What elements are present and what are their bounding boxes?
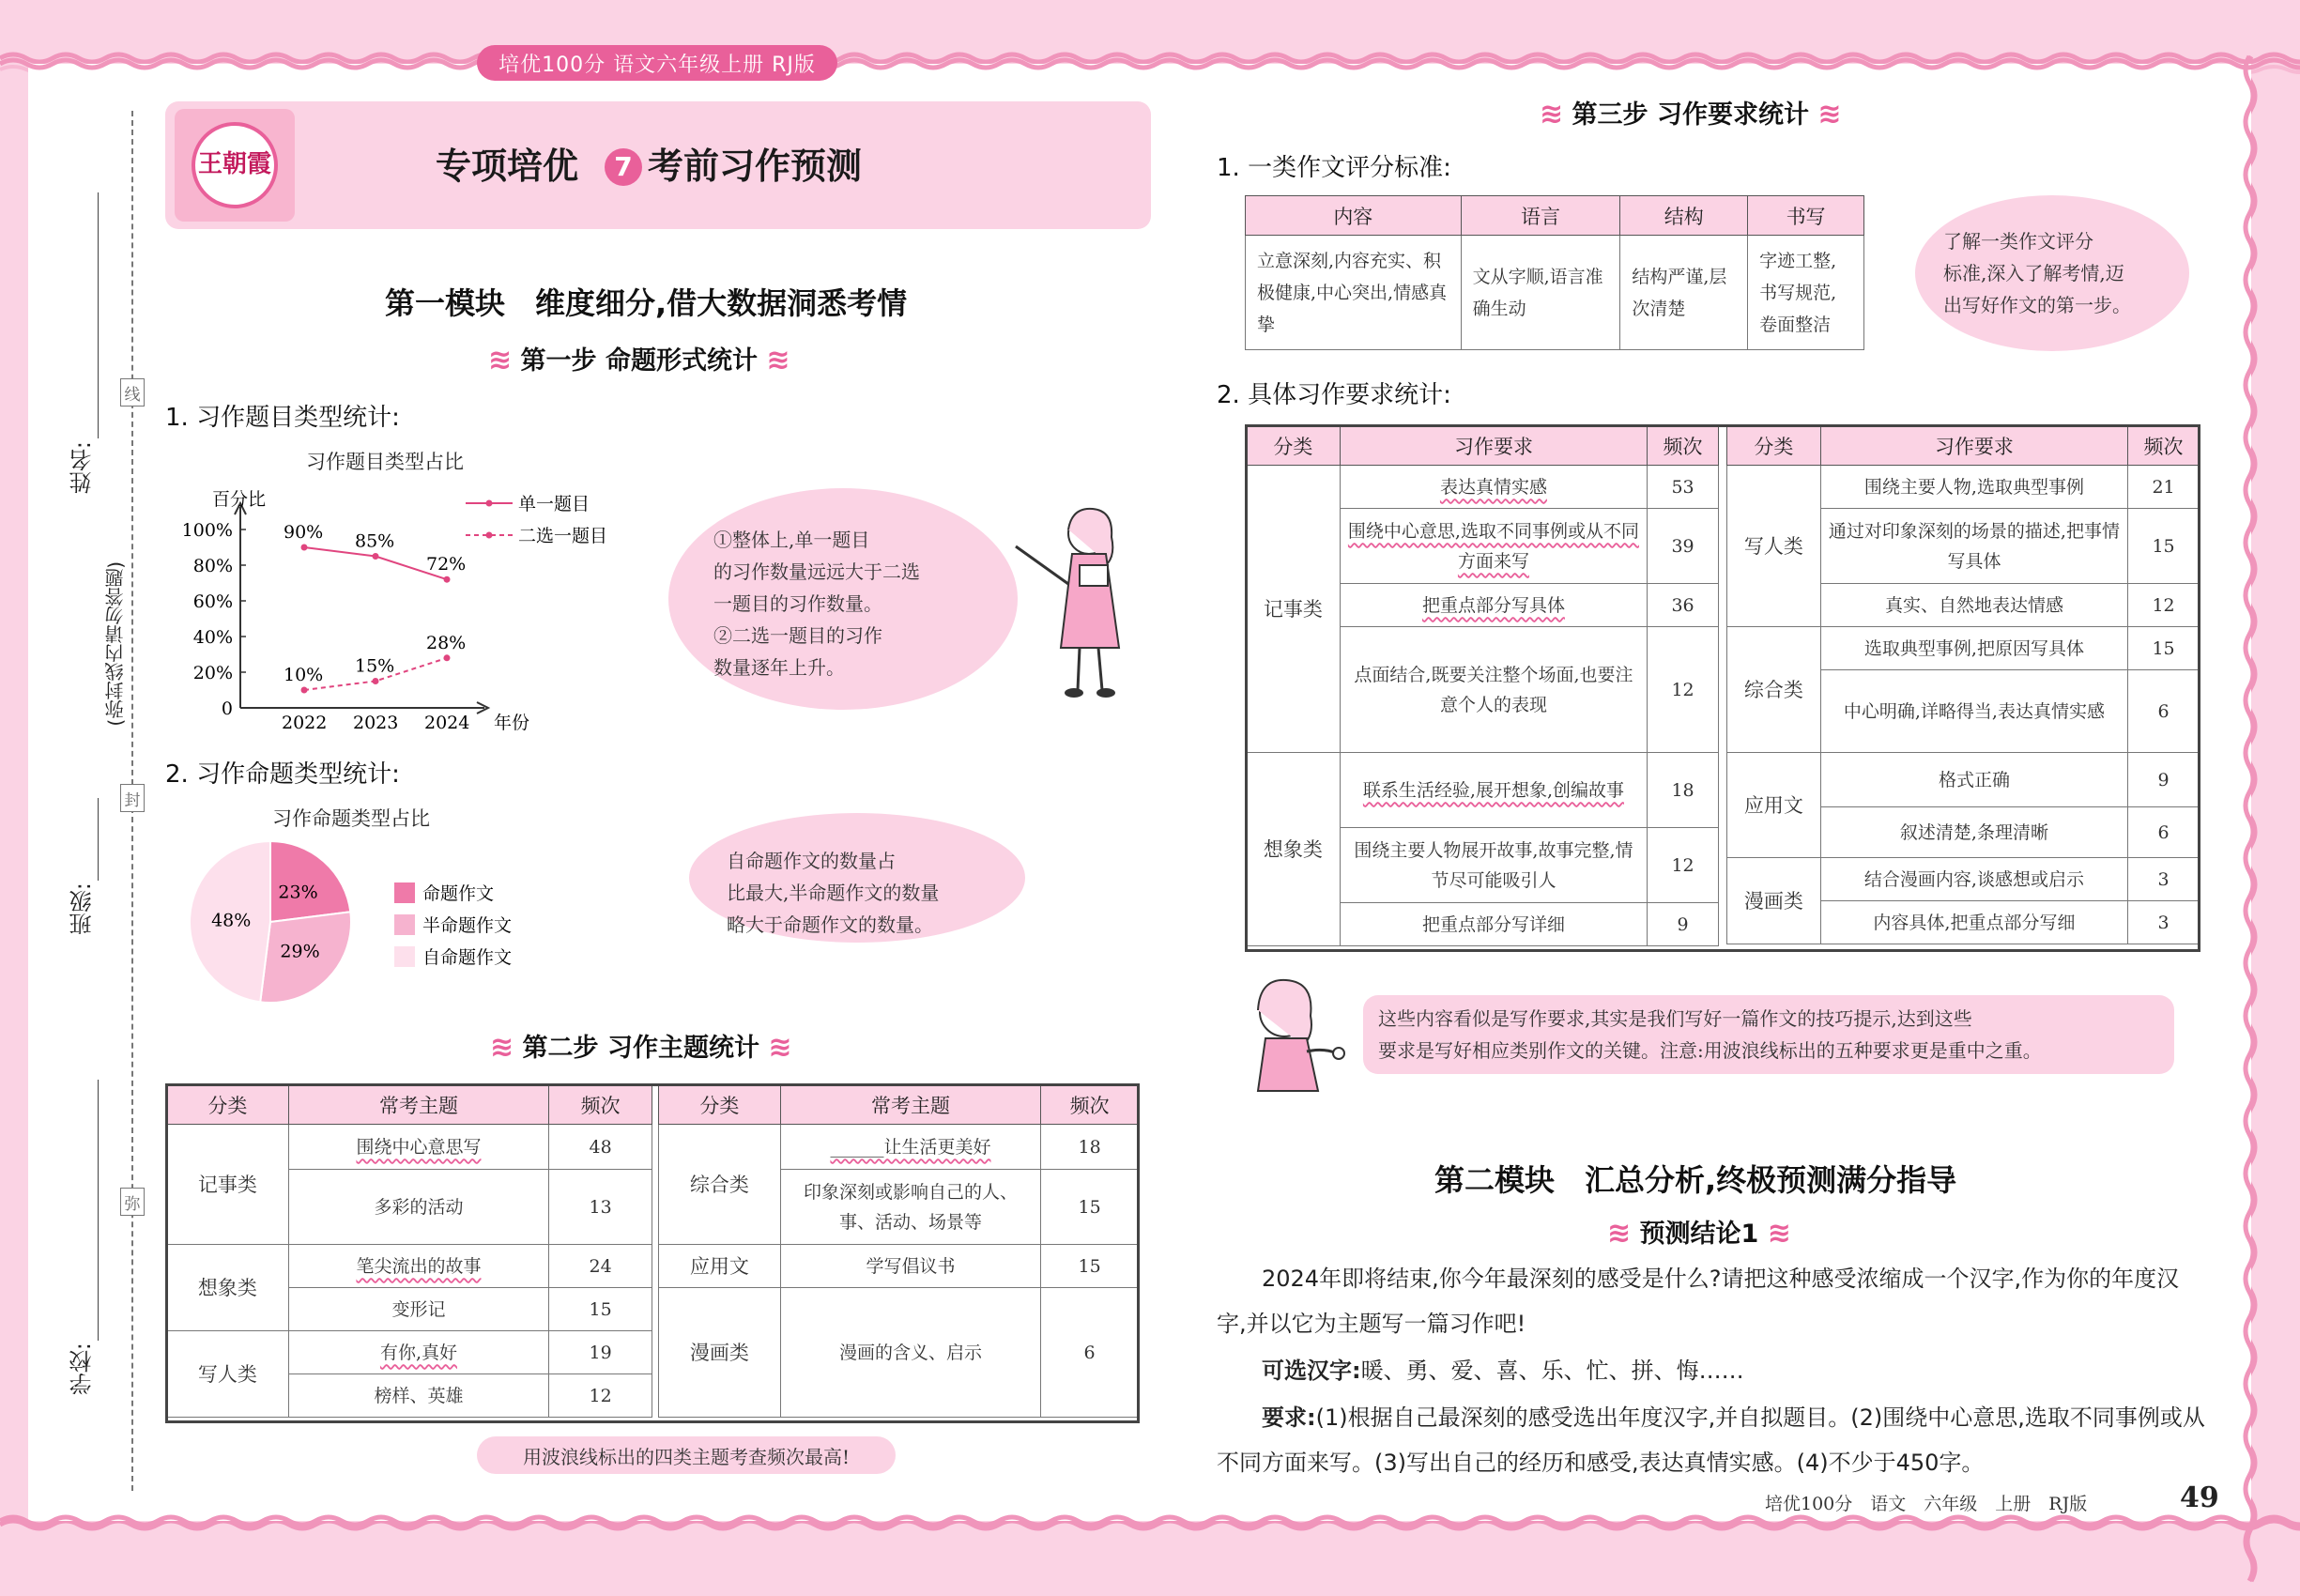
- data-label: 85%: [355, 530, 395, 552]
- class-field-line: [98, 798, 99, 881]
- bubble2-line: 略大于命题作文的数量。: [727, 913, 933, 936]
- title-main: 考前习作预测: [648, 146, 863, 187]
- wave-mark: ≋: [488, 344, 513, 376]
- col-header: 分类: [1247, 426, 1341, 466]
- req-cell: 真实、自然地表达情感: [1820, 584, 2127, 627]
- req-note: [1363, 995, 2174, 1074]
- criteria-label: 1. 一类作文评分标准:: [1217, 154, 1451, 182]
- data-point: [301, 687, 308, 694]
- pie-chart: [184, 834, 560, 1012]
- req-cell: 表达真情实感: [1340, 466, 1647, 509]
- freq-cell: 39: [1648, 509, 1719, 584]
- slice-label: 23%: [278, 882, 318, 903]
- req-cell: 围绕主要人物,选取典型事例: [1820, 466, 2127, 509]
- wave-mark: ≋: [768, 1031, 792, 1064]
- col-header: 频次: [2128, 426, 2200, 466]
- prompt-paragraph: 2024年即将结束,你今年最深刻的感受是什么?请把这种感受浓缩成一个汉字,作为你的年度汉字,并以它为主题写一篇习作吧!: [1217, 1266, 2180, 1337]
- req-cell: 围绕主要人物展开故事,故事完整,情节尽可能吸引人: [1340, 828, 1647, 903]
- line-chart: [165, 479, 653, 742]
- data-point: [373, 553, 379, 560]
- data-point: [444, 576, 451, 583]
- topic-cell: ______让生活更美好: [780, 1125, 1040, 1170]
- theme-note: 用波浪线标出的四类主题考查频次最高!: [477, 1436, 896, 1474]
- optional-label: 可选汉字:: [1262, 1358, 1361, 1384]
- page-number: 49: [2180, 1481, 2219, 1514]
- wave-mark: ≋: [1817, 98, 1842, 130]
- bubble1-line: ①整体上,单一题目: [713, 529, 870, 551]
- school-field-line: [98, 1080, 99, 1341]
- col-header: 结构: [1620, 196, 1748, 236]
- req-cell: 围绕中心意思,选取不同事例或从不同方面来写: [1340, 509, 1647, 584]
- y-tick-label: 80%: [192, 556, 233, 576]
- req-cell: 点面结合,既要关注整个场面,也要注意个人的表现: [1340, 627, 1647, 753]
- data-point: [373, 678, 379, 684]
- theme-table-frame: [165, 1083, 1140, 1423]
- topic-cell: 围绕中心意思写: [288, 1125, 548, 1170]
- wave-mark: ≋: [490, 1031, 514, 1064]
- req-table-frame: [1245, 424, 2200, 952]
- freq-cell: 15: [1041, 1245, 1139, 1288]
- step3-text: 第三步 习作要求统计: [1572, 100, 1809, 130]
- legend-label: 自命题作文: [422, 947, 513, 968]
- requirements-label: 要求:: [1262, 1404, 1316, 1431]
- freq-cell: 12: [549, 1374, 652, 1418]
- category-cell: 想象类: [167, 1245, 289, 1331]
- freq-cell: 9: [2128, 753, 2200, 807]
- x-tick-label: 2023: [353, 713, 399, 733]
- req-note-line: 要求是写好相应类别作文的关键。注意:用波浪线标出的五种要求更是重中之重。: [1378, 1039, 2042, 1062]
- legend-swatch: [394, 914, 415, 935]
- col-header: 内容: [1246, 196, 1462, 236]
- criteria-bubble-line: 了解一类作文评分: [1943, 230, 2093, 253]
- topic-cell: 笔尖流出的故事: [288, 1245, 548, 1288]
- category-cell: 应用文: [659, 1245, 781, 1288]
- freq-cell: 24: [549, 1245, 652, 1288]
- line-chart-title: 习作题目类型占比: [306, 451, 464, 473]
- title-prefix: 专项培优: [436, 146, 579, 187]
- y-tick-label: 60%: [192, 591, 233, 612]
- seal-notice: (弥封线内请勿答题): [104, 561, 127, 727]
- step1-heading: [488, 340, 790, 376]
- freq-cell: 15: [2128, 627, 2200, 670]
- data-label: 72%: [426, 554, 467, 575]
- data-label: 15%: [355, 655, 395, 677]
- step2-text: 第二步 习作主题统计: [522, 1034, 759, 1063]
- optional-value: 暖、勇、爱、喜、乐、忙、拼、悔……: [1360, 1358, 1744, 1384]
- y-tick-label: 0: [221, 698, 233, 719]
- req-cell: 内容具体,把重点部分写细: [1820, 901, 2127, 944]
- freq-cell: 19: [549, 1331, 652, 1374]
- requirements-value: (1)根据自己最深刻的感受选出年度汉字,并自拟题目。(2)围绕中心意思,选取不同事例或从不同方面来写。(3)写出自己的经历和感受,表达真情实感。(4)不少于450字。: [1217, 1404, 2205, 1476]
- name-field-line: [98, 192, 99, 438]
- x-tick-label: 2022: [282, 713, 328, 733]
- y-tick-label: 100%: [181, 520, 233, 541]
- req-cell: 把重点部分写具体: [1340, 584, 1647, 627]
- y-tick-label: 40%: [192, 627, 233, 648]
- y-axis-label: 百分比: [212, 489, 267, 510]
- criteria-table: [1245, 195, 1864, 350]
- topic-cell: 学写倡议书: [780, 1245, 1040, 1288]
- topic-cell: 印象深刻或影响自己的人、事、活动、场景等: [780, 1170, 1040, 1245]
- school-label: 学校:: [69, 1343, 96, 1396]
- margin-box-mi: 弥: [120, 1188, 145, 1216]
- col-header: 常考主题: [780, 1085, 1040, 1125]
- col-header: 频次: [549, 1085, 652, 1125]
- teacher-girl-illustration: [1014, 498, 1145, 704]
- criteria-structure: 结构严谨,层次清楚: [1620, 236, 1748, 350]
- bubble1-line: 数量逐年上升。: [713, 656, 845, 679]
- category-cell: 漫画类: [659, 1288, 781, 1418]
- girl-illustration: [1237, 967, 1350, 1098]
- legend-label: 命题作文: [422, 883, 495, 904]
- topic-cell: 变形记: [288, 1288, 548, 1331]
- data-point: [444, 654, 451, 661]
- legend-label: 单一题目: [518, 494, 590, 514]
- bubble2-line: 自命题作文的数量占: [727, 850, 896, 872]
- conclusion-heading: [1607, 1213, 1791, 1250]
- col-header: 分类: [167, 1085, 289, 1125]
- col-header: 分类: [1727, 426, 1821, 466]
- requirements-paragraph: [1217, 1395, 2206, 1485]
- optional-chars: [1262, 1348, 2200, 1393]
- req-cell: 格式正确: [1820, 753, 2127, 807]
- margin-box-seal: 封: [120, 784, 145, 812]
- criteria-bubble-line: 出写好作文的第一步。: [1943, 294, 2131, 316]
- category-cell: 写人类: [1727, 466, 1821, 627]
- legend-marker: [486, 500, 493, 507]
- x-axis-label: 年份: [494, 713, 530, 733]
- margin-box-line: 线: [120, 378, 145, 407]
- x-tick-label: 2024: [424, 713, 470, 733]
- wave-mark: ≋: [1607, 1217, 1632, 1250]
- col-header: 分类: [659, 1085, 781, 1125]
- bubble1-line: ②二选一题目的习作: [713, 624, 882, 647]
- category-cell: 记事类: [167, 1125, 289, 1245]
- module2-heading: 第二模块 汇总分析,终极预测满分指导: [1434, 1162, 1957, 1198]
- title-number: 7: [605, 148, 642, 186]
- freq-cell: 15: [1041, 1170, 1139, 1245]
- freq-cell: 6: [1041, 1288, 1139, 1418]
- req-cell: 通过对印象深刻的场景的描述,把事情写具体: [1820, 509, 2127, 584]
- freq-cell: 18: [1041, 1125, 1139, 1170]
- bubble1-line: 一题目的习作数量。: [713, 592, 882, 615]
- legend-swatch: [394, 882, 415, 903]
- module1-heading: 第一模块 维度细分,借大数据洞悉考情: [385, 285, 908, 321]
- req-cell: 联系生活经验,展开想象,创编故事: [1340, 753, 1647, 828]
- freq-cell: 21: [2128, 466, 2200, 509]
- req-label: 2. 具体习作要求统计:: [1217, 381, 1451, 409]
- category-cell: 综合类: [659, 1125, 781, 1245]
- bubble1-text: [713, 524, 995, 683]
- conclusion-text: 预测结论1: [1639, 1220, 1759, 1249]
- criteria-bubble-text: [1943, 225, 2187, 321]
- criteria-language: 文从字顺,语言准确生动: [1461, 236, 1620, 350]
- q2-label: 2. 习作命题类型统计:: [165, 760, 400, 789]
- criteria-writing: 字迹工整,书写规范,卷面整洁: [1748, 236, 1864, 350]
- data-label: 90%: [284, 522, 324, 543]
- slice-label: 29%: [280, 941, 320, 962]
- col-header: 语言: [1461, 196, 1620, 236]
- legend-label: 二选一题目: [518, 526, 608, 546]
- topic-cell: 榜样、英雄: [288, 1374, 548, 1418]
- data-label: 10%: [284, 665, 324, 685]
- freq-cell: 9: [1648, 903, 1719, 946]
- logo-text: 王朝霞: [192, 122, 278, 208]
- category-cell: 综合类: [1727, 627, 1821, 753]
- freq-cell: 3: [2128, 858, 2200, 901]
- q1-label: 1. 习作题目类型统计:: [165, 404, 400, 432]
- freq-cell: 15: [549, 1288, 652, 1331]
- category-cell: 记事类: [1247, 466, 1341, 753]
- category-cell: 写人类: [167, 1331, 289, 1418]
- freq-cell: 12: [2128, 584, 2200, 627]
- req-note-line: 这些内容看似是写作要求,其实是我们写好一篇作文的技巧提示,达到这些: [1378, 1007, 1972, 1030]
- wave-mark: ≋: [766, 344, 790, 376]
- topic-cell: 多彩的活动: [288, 1170, 548, 1245]
- category-cell: 想象类: [1247, 753, 1341, 946]
- legend-label: 半命题作文: [422, 915, 513, 936]
- freq-cell: 36: [1648, 584, 1719, 627]
- topic-cell: 漫画的含义、启示: [780, 1288, 1040, 1418]
- col-header: 频次: [1041, 1085, 1139, 1125]
- criteria-content: 立意深刻,内容充实、积极健康,中心突出,情感真挚: [1246, 236, 1462, 350]
- bubble2-line: 比最大,半命题作文的数量: [727, 882, 940, 904]
- step2-heading: [490, 1027, 792, 1064]
- name-label: 姓名:: [69, 441, 96, 495]
- pie-chart-title: 习作命题类型占比: [272, 807, 430, 830]
- data-point: [301, 545, 308, 551]
- data-label: 28%: [426, 632, 467, 653]
- col-header: 习作要求: [1340, 426, 1647, 466]
- freq-cell: 12: [1648, 627, 1719, 753]
- slice-label: 48%: [211, 910, 252, 931]
- page-title: [436, 137, 862, 189]
- legend-marker: [486, 532, 493, 539]
- req-cell: 叙述清楚,条理清晰: [1820, 807, 2127, 858]
- freq-cell: 15: [2128, 509, 2200, 584]
- col-header: 书写: [1748, 196, 1864, 236]
- y-tick-label: 20%: [192, 663, 233, 683]
- step3-heading: [1540, 94, 1842, 130]
- req-cell: 把重点部分写详细: [1340, 903, 1647, 946]
- brand-logo: [175, 109, 295, 222]
- req-cell: 结合漫画内容,谈感想或启示: [1820, 858, 2127, 901]
- category-cell: 应用文: [1727, 753, 1821, 858]
- freq-cell: 12: [1648, 828, 1719, 903]
- wave-mark: ≋: [1767, 1217, 1791, 1250]
- header-badge: 培优100分 语文六年级上册 RJ版: [477, 45, 837, 81]
- category-cell: 漫画类: [1727, 858, 1821, 944]
- col-header: 常考主题: [288, 1085, 548, 1125]
- bubble1-line: 的习作数量远远大于二选: [713, 560, 920, 583]
- freq-cell: 18: [1648, 753, 1719, 828]
- col-header: 习作要求: [1820, 426, 2127, 466]
- freq-cell: 13: [549, 1170, 652, 1245]
- col-header: 频次: [1648, 426, 1719, 466]
- wave-mark: ≋: [1540, 98, 1564, 130]
- class-label: 班级:: [69, 882, 96, 936]
- req-cell: 选取典型事例,把原因写具体: [1820, 627, 2127, 670]
- freq-cell: 6: [2128, 670, 2200, 753]
- legend-swatch: [394, 946, 415, 967]
- freq-cell: 53: [1648, 466, 1719, 509]
- freq-cell: 48: [549, 1125, 652, 1170]
- step1-text: 第一步 命题形式统计: [520, 346, 758, 376]
- title-banner: [165, 101, 1151, 229]
- criteria-bubble-line: 标准,深入了解考情,迈: [1943, 262, 2124, 284]
- freq-cell: 3: [2128, 901, 2200, 944]
- bubble2-text: [727, 845, 1008, 941]
- topic-cell: 有你,真好: [288, 1331, 548, 1374]
- freq-cell: 6: [2128, 807, 2200, 858]
- req-cell: 中心明确,详略得当,表达真情实感: [1820, 670, 2127, 753]
- page-footer: 培优100分 语文 六年级 上册 RJ版: [1765, 1494, 2088, 1514]
